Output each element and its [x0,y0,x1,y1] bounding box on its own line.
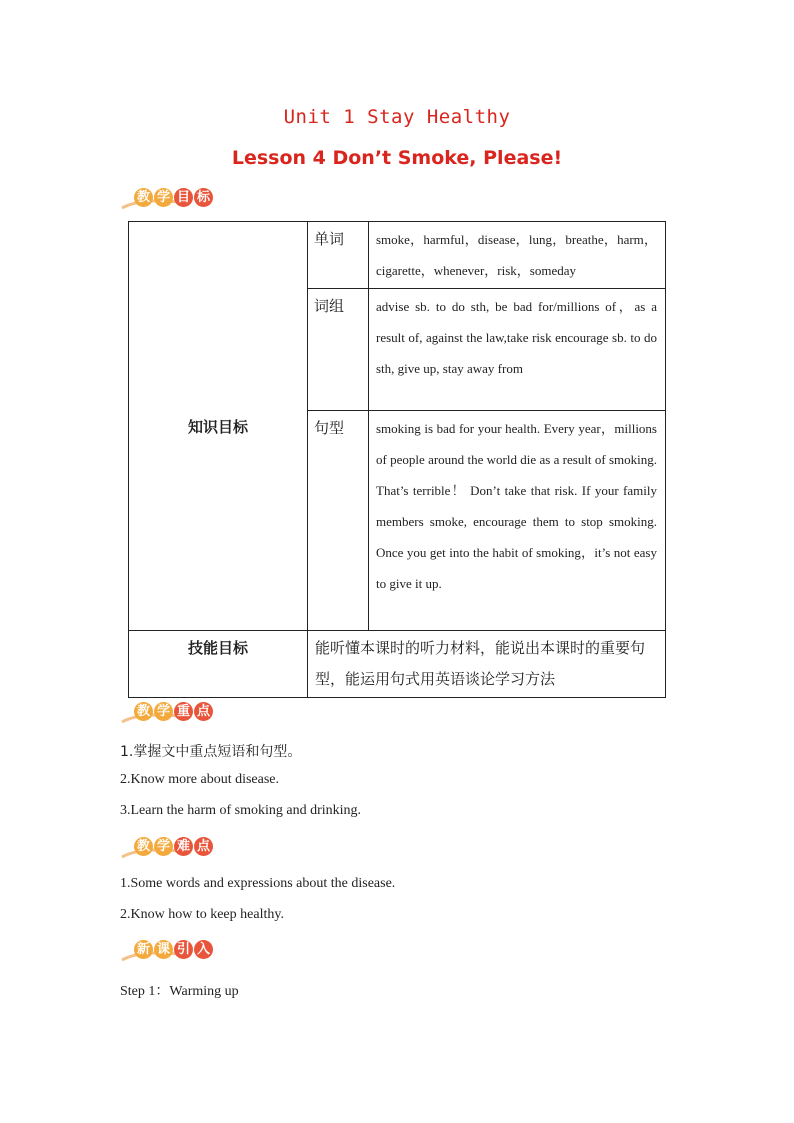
badge-char: 引 [174,940,193,959]
unit-title: Unit 1 Stay Healthy [283,106,511,128]
knowledge-goal-label: 知识目标 [129,222,308,631]
badge-char: 教 [134,188,153,207]
skill-goal-label: 技能目标 [129,631,308,698]
badge-char: 目 [174,188,193,207]
section-key-points-header [120,700,230,728]
badge-char: 教 [134,702,153,721]
section-introduction-header [120,938,230,966]
section-difficulties-header [120,835,230,863]
badge-char: 学 [154,702,173,721]
key-point-item: 2.Know more about disease. [120,772,280,787]
badge-char: 学 [154,837,173,856]
badge-char: 点 [194,702,213,721]
skill-content: 能听懂本课时的听力材料，能说出本课时的重要句型，能运用句式用英语谈论学习方法 [308,631,666,698]
phrases-content: advise sb. to do sth, be bad for/millions of，as a result of, against the law,take risk encourage sb. to do sth, give up, stay away from [369,289,666,411]
difficulty-item: 1.Some words and expressions about the disease. [120,876,396,891]
section-objectives-header [120,186,230,214]
words-content: smoke，harmful，disease，lung，breathe，harm，cigarette，whenever，risk，someday [369,222,666,289]
phrases-label: 词组 [308,289,369,411]
key-point-item: 1.掌握文中重点短语和句型。 [120,744,302,760]
badge-char: 学 [154,188,173,207]
objectives-table [128,221,666,698]
badge-char: 标 [194,188,213,207]
badge-char: 入 [194,940,213,959]
key-point-item: 3.Learn the harm of smoking and drinking. [120,803,362,818]
badge-char: 新 [134,940,153,959]
badge-char: 教 [134,837,153,856]
sentences-label: 句型 [308,411,369,631]
words-label: 单词 [308,222,369,289]
lesson-title: Lesson 4 Don’t Smoke, Please! [231,147,563,169]
difficulty-item: 2.Know how to keep healthy. [120,907,284,922]
sentences-content: smoking is bad for your health. Every year，millions of people around the world die as a result of smoking. That’s terrible！ Don’t take that risk. If your family members smoke, encourage them to stop smoking. Once you get into the habit of smoking，it’s not easy to give it up. [369,411,666,631]
badge-char: 课 [154,940,173,959]
badge-char: 重 [174,702,193,721]
badge-char: 点 [194,837,213,856]
badge-char: 难 [174,837,193,856]
step-1-heading: Step 1：Warming up [120,984,239,999]
